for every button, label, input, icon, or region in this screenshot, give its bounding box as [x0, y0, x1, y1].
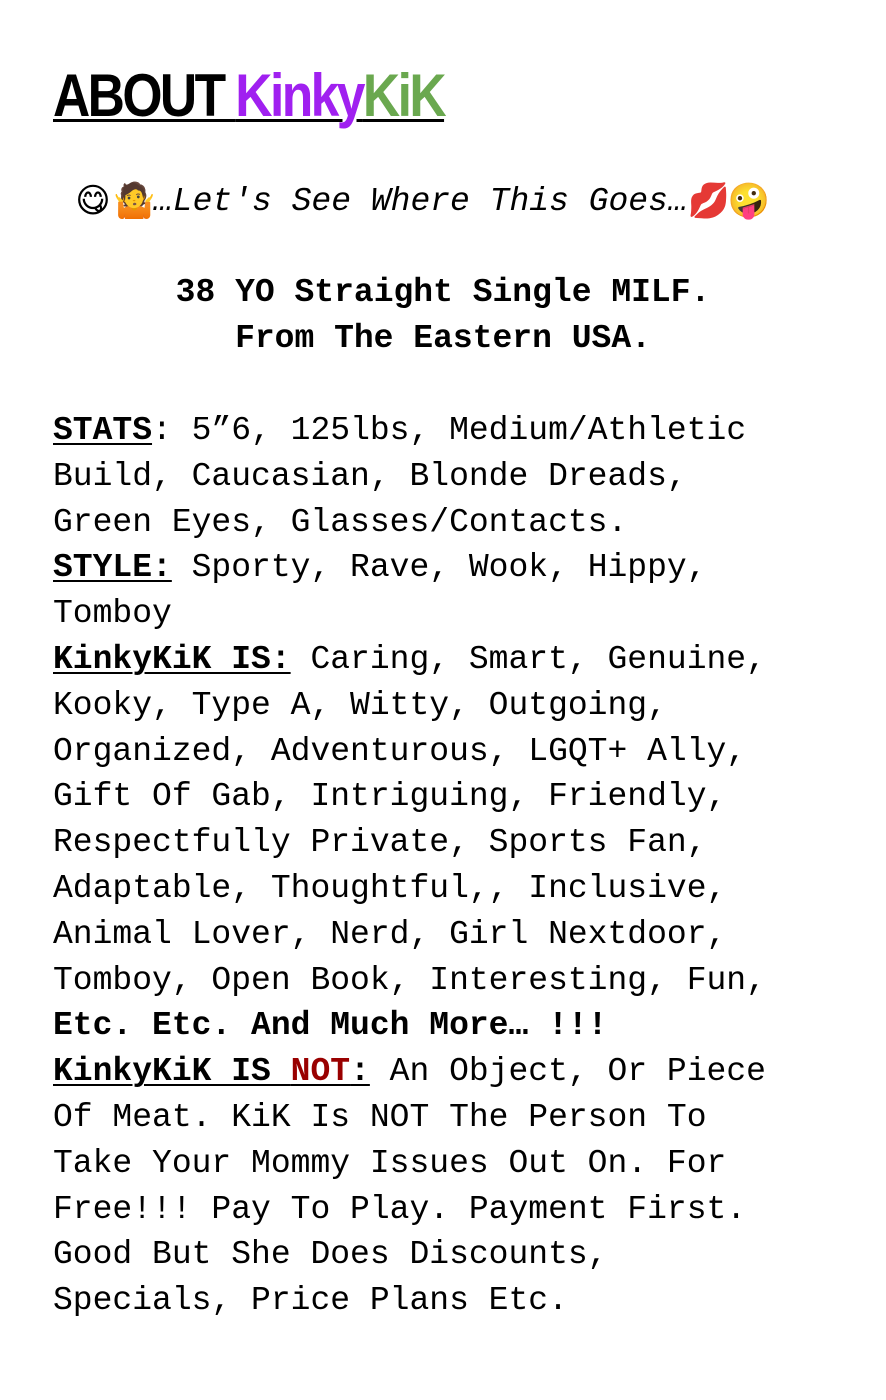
stats-label: STATS — [53, 412, 153, 449]
kiss-mark-icon: 💋 — [687, 181, 731, 221]
is-more-text: Etc. Etc. And Much More… !!! — [53, 1007, 608, 1045]
about-page — [53, 60, 853, 1320]
stats-text: : 5”6, 125lbs, Medium/Athletic Build, Caucasian, Blonde Dreads, Green Eyes, Glasses/Contacts. — [53, 412, 747, 541]
tagline — [73, 178, 833, 225]
intro-line-1: 38 YO Straight Single MILF. — [175, 274, 711, 311]
style-text: Sporty, Rave, Wook, Hippy, Tomboy — [53, 549, 707, 633]
is-not-label-suffix: : — [350, 1053, 370, 1091]
profile-body — [53, 408, 853, 1324]
page-title — [53, 60, 444, 132]
title-brand-kinky: Kinky — [235, 62, 363, 129]
is-not-label — [53, 1053, 370, 1090]
is-text: Caring, Smart, Genuine, Kooky, Type A, Witty, Outgoing, Organized, Adventurous, LGQT+ Ally, Gift Of Gab, Intriguing, Friendly, Respectfully Private, Sports Fan, Adaptable, Thoughtful,, Inclusive, Animal Lover, Nerd, Girl Nextdoor, Tomboy, Open Book, Interesting, Fun, — [53, 640, 766, 999]
style-label: STYLE: — [53, 549, 172, 587]
intro-line-2: From The Eastern USA. — [235, 320, 651, 357]
intro — [53, 270, 833, 362]
is-not-label-prefix: KinkyKiK IS — [53, 1053, 291, 1091]
person-shrugging-icon: 🤷 — [113, 181, 156, 221]
is-not-text: An Object, Or Piece Of Meat. KiK Is NOT The Person To Take Your Mommy Issues Out On. For Free!!! Pay To Play. Payment First. Good But She Does Discounts, Specials, Price Plans Etc. — [53, 1053, 766, 1320]
is-not-label-not: NOT — [290, 1053, 351, 1091]
title-brand-kik: KiK — [362, 62, 445, 129]
title-about: ABOUT — [53, 62, 236, 129]
is-label: KinkyKiK IS: — [53, 640, 291, 678]
face-savoring-food-icon: 😋 — [75, 181, 111, 221]
tagline-text: …Let's See Where This Goes… — [153, 183, 688, 220]
zany-face-icon: 🤪 — [727, 181, 771, 221]
